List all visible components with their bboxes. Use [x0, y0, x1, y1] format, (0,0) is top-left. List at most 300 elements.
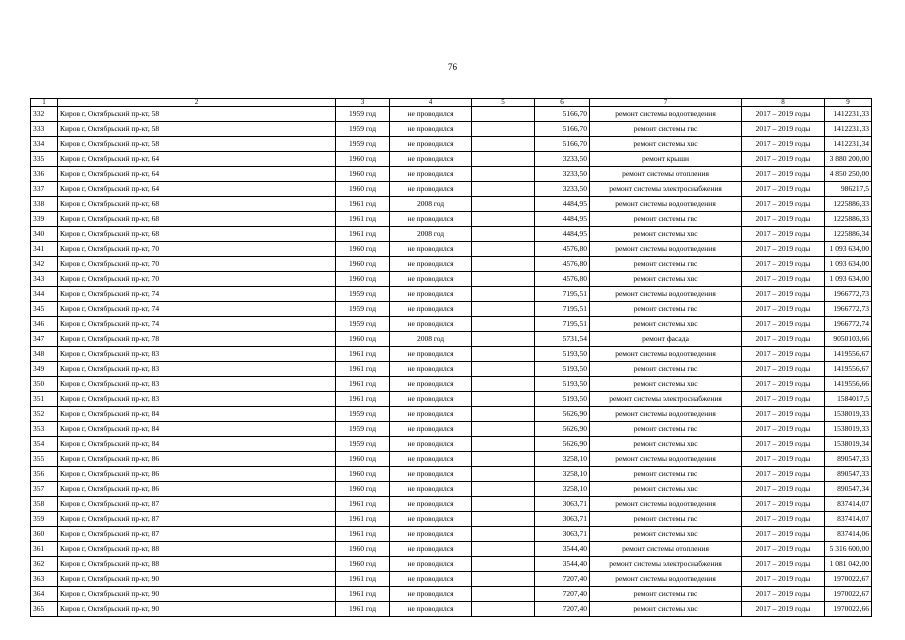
cost-cell: 9050103,66	[825, 332, 872, 347]
period-cell: 2017 – 2019 годы	[742, 422, 825, 437]
build-year-cell: 1961 год	[336, 497, 390, 512]
empty-cell	[472, 527, 535, 542]
cost-cell: 1 093 634,00	[825, 272, 872, 287]
work-type-cell: ремонт системы водоотведения	[590, 347, 742, 362]
period-cell: 2017 – 2019 годы	[742, 452, 825, 467]
address-cell: Киров г, Октябрьский пр-кт, 87	[58, 512, 336, 527]
last-repair-cell: не проводился	[390, 167, 472, 182]
last-repair-cell: не проводился	[390, 287, 472, 302]
address-cell: Киров г, Октябрьский пр-кт, 64	[58, 167, 336, 182]
table-row	[31, 182, 872, 197]
area-cell: 4576,80	[535, 242, 590, 257]
empty-cell	[472, 257, 535, 272]
row-number-cell: 362	[31, 557, 58, 572]
table-row	[31, 467, 872, 482]
table-row	[31, 527, 872, 542]
work-type-cell: ремонт системы электроснабжения	[590, 182, 742, 197]
last-repair-cell: не проводился	[390, 437, 472, 452]
address-cell: Киров г, Октябрьский пр-кт, 74	[58, 287, 336, 302]
row-number-cell: 350	[31, 377, 58, 392]
row-number-cell: 335	[31, 152, 58, 167]
cost-cell: 837414,07	[825, 497, 872, 512]
cost-cell: 890547,33	[825, 467, 872, 482]
last-repair-cell: не проводился	[390, 467, 472, 482]
empty-cell	[472, 467, 535, 482]
build-year-cell: 1960 год	[336, 182, 390, 197]
table-row	[31, 212, 872, 227]
build-year-cell: 1961 год	[336, 212, 390, 227]
table-row	[31, 422, 872, 437]
row-number-cell: 365	[31, 602, 58, 617]
period-cell: 2017 – 2019 годы	[742, 137, 825, 152]
period-cell: 2017 – 2019 годы	[742, 557, 825, 572]
table-row	[31, 482, 872, 497]
cost-cell: 1970022,66	[825, 602, 872, 617]
row-number-cell: 361	[31, 542, 58, 557]
address-cell: Киров г, Октябрьский пр-кт, 64	[58, 182, 336, 197]
address-cell: Киров г, Октябрьский пр-кт, 83	[58, 347, 336, 362]
build-year-cell: 1960 год	[336, 272, 390, 287]
build-year-cell: 1960 год	[336, 257, 390, 272]
period-cell: 2017 – 2019 годы	[742, 167, 825, 182]
empty-cell	[472, 392, 535, 407]
area-cell: 3258,10	[535, 482, 590, 497]
row-number-cell: 334	[31, 137, 58, 152]
cost-cell: 1412231,33	[825, 107, 872, 122]
address-cell: Киров г, Октябрьский пр-кт, 90	[58, 587, 336, 602]
column-header: 3	[336, 99, 390, 107]
build-year-cell: 1959 год	[336, 122, 390, 137]
build-year-cell: 1959 год	[336, 317, 390, 332]
build-year-cell: 1960 год	[336, 467, 390, 482]
row-number-cell: 342	[31, 257, 58, 272]
period-cell: 2017 – 2019 годы	[742, 242, 825, 257]
last-repair-cell: не проводился	[390, 107, 472, 122]
row-number-cell: 341	[31, 242, 58, 257]
empty-cell	[472, 497, 535, 512]
empty-cell	[472, 317, 535, 332]
repair-registry-table	[30, 98, 872, 617]
empty-cell	[472, 152, 535, 167]
row-number-cell: 359	[31, 512, 58, 527]
empty-cell	[472, 452, 535, 467]
empty-cell	[472, 107, 535, 122]
address-cell: Киров г, Октябрьский пр-кт, 64	[58, 152, 336, 167]
table-row	[31, 137, 872, 152]
row-number-cell: 354	[31, 437, 58, 452]
build-year-cell: 1961 год	[336, 527, 390, 542]
area-cell: 4484,95	[535, 197, 590, 212]
last-repair-cell: 2008 год	[390, 227, 472, 242]
work-type-cell: ремонт системы гвс	[590, 467, 742, 482]
work-type-cell: ремонт крыши	[590, 152, 742, 167]
address-cell: Киров г, Октябрьский пр-кт, 87	[58, 497, 336, 512]
empty-cell	[472, 377, 535, 392]
table-row	[31, 227, 872, 242]
cost-cell: 4 850 250,00	[825, 167, 872, 182]
work-type-cell: ремонт системы гвс	[590, 422, 742, 437]
table-row	[31, 152, 872, 167]
period-cell: 2017 – 2019 годы	[742, 302, 825, 317]
last-repair-cell: не проводился	[390, 377, 472, 392]
row-number-cell: 357	[31, 482, 58, 497]
build-year-cell: 1960 год	[336, 482, 390, 497]
table-row	[31, 347, 872, 362]
empty-cell	[472, 482, 535, 497]
empty-cell	[472, 137, 535, 152]
address-cell: Киров г, Октябрьский пр-кт, 58	[58, 137, 336, 152]
cost-cell: 837414,06	[825, 527, 872, 542]
table-row	[31, 407, 872, 422]
cost-cell: 1970022,67	[825, 572, 872, 587]
column-header: 1	[31, 99, 58, 107]
last-repair-cell: 2008 год	[390, 197, 472, 212]
cost-cell: 1966772,73	[825, 302, 872, 317]
last-repair-cell: не проводился	[390, 602, 472, 617]
address-cell: Киров г, Октябрьский пр-кт, 88	[58, 542, 336, 557]
address-cell: Киров г, Октябрьский пр-кт, 83	[58, 362, 336, 377]
row-number-cell: 347	[31, 332, 58, 347]
table-row	[31, 272, 872, 287]
period-cell: 2017 – 2019 годы	[742, 377, 825, 392]
work-type-cell: ремонт системы водоотведения	[590, 497, 742, 512]
area-cell: 5193,50	[535, 362, 590, 377]
cost-cell: 1538019,33	[825, 407, 872, 422]
row-number-cell: 343	[31, 272, 58, 287]
area-cell: 3233,50	[535, 182, 590, 197]
work-type-cell: ремонт системы хвс	[590, 482, 742, 497]
period-cell: 2017 – 2019 годы	[742, 602, 825, 617]
table-row	[31, 377, 872, 392]
row-number-cell: 340	[31, 227, 58, 242]
cost-cell: 5 316 600,00	[825, 542, 872, 557]
last-repair-cell: не проводился	[390, 572, 472, 587]
build-year-cell: 1959 год	[336, 137, 390, 152]
work-type-cell: ремонт системы хвс	[590, 137, 742, 152]
area-cell: 5626,90	[535, 437, 590, 452]
address-cell: Киров г, Октябрьский пр-кт, 83	[58, 392, 336, 407]
cost-cell: 1419556,67	[825, 362, 872, 377]
build-year-cell: 1960 год	[336, 242, 390, 257]
work-type-cell: ремонт системы гвс	[590, 122, 742, 137]
period-cell: 2017 – 2019 годы	[742, 437, 825, 452]
last-repair-cell: не проводился	[390, 212, 472, 227]
area-cell: 7195,51	[535, 317, 590, 332]
period-cell: 2017 – 2019 годы	[742, 257, 825, 272]
cost-cell: 837414,07	[825, 512, 872, 527]
row-number-cell: 333	[31, 122, 58, 137]
address-cell: Киров г, Октябрьский пр-кт, 83	[58, 377, 336, 392]
column-header: 8	[742, 99, 825, 107]
table-row	[31, 497, 872, 512]
work-type-cell: ремонт системы отопления	[590, 542, 742, 557]
period-cell: 2017 – 2019 годы	[742, 182, 825, 197]
column-header: 4	[390, 99, 472, 107]
area-cell: 5626,90	[535, 407, 590, 422]
table-row	[31, 557, 872, 572]
build-year-cell: 1961 год	[336, 362, 390, 377]
area-cell: 4576,80	[535, 257, 590, 272]
cost-cell: 1966772,74	[825, 317, 872, 332]
empty-cell	[472, 602, 535, 617]
last-repair-cell: не проводился	[390, 527, 472, 542]
area-cell: 7195,51	[535, 302, 590, 317]
build-year-cell: 1960 год	[336, 452, 390, 467]
empty-cell	[472, 227, 535, 242]
table-row	[31, 302, 872, 317]
cost-cell: 1419556,66	[825, 377, 872, 392]
empty-cell	[472, 512, 535, 527]
empty-cell	[472, 557, 535, 572]
work-type-cell: ремонт системы гвс	[590, 362, 742, 377]
area-cell: 3258,10	[535, 467, 590, 482]
area-cell: 5166,70	[535, 137, 590, 152]
column-header: 5	[472, 99, 535, 107]
work-type-cell: ремонт системы хвс	[590, 272, 742, 287]
period-cell: 2017 – 2019 годы	[742, 587, 825, 602]
row-number-cell: 355	[31, 452, 58, 467]
empty-cell	[472, 437, 535, 452]
row-number-cell: 339	[31, 212, 58, 227]
address-cell: Киров г, Октябрьский пр-кт, 90	[58, 602, 336, 617]
row-number-cell: 336	[31, 167, 58, 182]
build-year-cell: 1960 год	[336, 332, 390, 347]
work-type-cell: ремонт системы гвс	[590, 587, 742, 602]
row-number-cell: 352	[31, 407, 58, 422]
table-row	[31, 572, 872, 587]
area-cell: 4484,95	[535, 227, 590, 242]
cost-cell: 1 081 042,00	[825, 557, 872, 572]
build-year-cell: 1961 год	[336, 377, 390, 392]
last-repair-cell: не проводился	[390, 542, 472, 557]
address-cell: Киров г, Октябрьский пр-кт, 84	[58, 422, 336, 437]
address-cell: Киров г, Октябрьский пр-кт, 84	[58, 407, 336, 422]
last-repair-cell: не проводился	[390, 422, 472, 437]
empty-cell	[472, 332, 535, 347]
build-year-cell: 1961 год	[336, 227, 390, 242]
cost-cell: 1412231,33	[825, 122, 872, 137]
row-number-cell: 360	[31, 527, 58, 542]
table-row	[31, 332, 872, 347]
period-cell: 2017 – 2019 годы	[742, 107, 825, 122]
last-repair-cell: не проводился	[390, 257, 472, 272]
last-repair-cell: не проводился	[390, 347, 472, 362]
work-type-cell: ремонт системы гвс	[590, 212, 742, 227]
empty-cell	[472, 197, 535, 212]
period-cell: 2017 – 2019 годы	[742, 122, 825, 137]
table-row	[31, 437, 872, 452]
cost-cell: 1225886,33	[825, 212, 872, 227]
period-cell: 2017 – 2019 годы	[742, 347, 825, 362]
last-repair-cell: не проводился	[390, 557, 472, 572]
cost-cell: 890547,33	[825, 452, 872, 467]
work-type-cell: ремонт системы гвс	[590, 302, 742, 317]
address-cell: Киров г, Октябрьский пр-кт, 86	[58, 482, 336, 497]
row-number-cell: 337	[31, 182, 58, 197]
area-cell: 3258,10	[535, 452, 590, 467]
area-cell: 7207,40	[535, 572, 590, 587]
period-cell: 2017 – 2019 годы	[742, 392, 825, 407]
work-type-cell: ремонт системы хвс	[590, 317, 742, 332]
area-cell: 3063,71	[535, 527, 590, 542]
build-year-cell: 1961 год	[336, 602, 390, 617]
empty-cell	[472, 347, 535, 362]
period-cell: 2017 – 2019 годы	[742, 287, 825, 302]
last-repair-cell: не проводился	[390, 272, 472, 287]
empty-cell	[472, 287, 535, 302]
build-year-cell: 1961 год	[336, 512, 390, 527]
address-cell: Киров г, Октябрьский пр-кт, 90	[58, 572, 336, 587]
empty-cell	[472, 167, 535, 182]
work-type-cell: ремонт системы водоотведения	[590, 407, 742, 422]
row-number-cell: 344	[31, 287, 58, 302]
work-type-cell: ремонт системы водоотведения	[590, 452, 742, 467]
area-cell: 7207,40	[535, 602, 590, 617]
empty-cell	[472, 587, 535, 602]
work-type-cell: ремонт системы водоотведения	[590, 197, 742, 212]
empty-cell	[472, 122, 535, 137]
row-number-cell: 345	[31, 302, 58, 317]
period-cell: 2017 – 2019 годы	[742, 272, 825, 287]
empty-cell	[472, 542, 535, 557]
period-cell: 2017 – 2019 годы	[742, 512, 825, 527]
table-row	[31, 122, 872, 137]
build-year-cell: 1961 год	[336, 197, 390, 212]
table-row	[31, 107, 872, 122]
table-row	[31, 317, 872, 332]
table-row	[31, 452, 872, 467]
table-row	[31, 197, 872, 212]
area-cell: 4484,95	[535, 212, 590, 227]
period-cell: 2017 – 2019 годы	[742, 497, 825, 512]
column-header: 9	[825, 99, 872, 107]
address-cell: Киров г, Октябрьский пр-кт, 68	[58, 197, 336, 212]
period-cell: 2017 – 2019 годы	[742, 362, 825, 377]
build-year-cell: 1959 год	[336, 407, 390, 422]
work-type-cell: ремонт системы электроснабжения	[590, 392, 742, 407]
work-type-cell: ремонт фасада	[590, 332, 742, 347]
address-cell: Киров г, Октябрьский пр-кт, 87	[58, 527, 336, 542]
area-cell: 3233,50	[535, 167, 590, 182]
build-year-cell: 1961 год	[336, 587, 390, 602]
empty-cell	[472, 242, 535, 257]
address-cell: Киров г, Октябрьский пр-кт, 68	[58, 227, 336, 242]
period-cell: 2017 – 2019 годы	[742, 527, 825, 542]
last-repair-cell: не проводился	[390, 362, 472, 377]
empty-cell	[472, 422, 535, 437]
table-row	[31, 512, 872, 527]
table-row	[31, 362, 872, 377]
address-cell: Киров г, Октябрьский пр-кт, 74	[58, 317, 336, 332]
cost-cell: 1225886,33	[825, 197, 872, 212]
address-cell: Киров г, Октябрьский пр-кт, 58	[58, 122, 336, 137]
cost-cell: 1538019,33	[825, 422, 872, 437]
address-cell: Киров г, Октябрьский пр-кт, 78	[58, 332, 336, 347]
page-number: 76	[448, 62, 457, 72]
period-cell: 2017 – 2019 годы	[742, 227, 825, 242]
empty-cell	[472, 407, 535, 422]
period-cell: 2017 – 2019 годы	[742, 572, 825, 587]
cost-cell: 1 093 634,00	[825, 257, 872, 272]
build-year-cell: 1960 год	[336, 152, 390, 167]
last-repair-cell: не проводился	[390, 497, 472, 512]
work-type-cell: ремонт системы отопления	[590, 167, 742, 182]
column-header: 7	[590, 99, 742, 107]
build-year-cell: 1959 год	[336, 302, 390, 317]
empty-cell	[472, 362, 535, 377]
area-cell: 5193,50	[535, 392, 590, 407]
area-cell: 5166,70	[535, 122, 590, 137]
period-cell: 2017 – 2019 годы	[742, 332, 825, 347]
work-type-cell: ремонт системы хвс	[590, 602, 742, 617]
empty-cell	[472, 272, 535, 287]
row-number-cell: 358	[31, 497, 58, 512]
period-cell: 2017 – 2019 годы	[742, 212, 825, 227]
last-repair-cell: не проводился	[390, 392, 472, 407]
row-number-cell: 332	[31, 107, 58, 122]
table-row	[31, 287, 872, 302]
area-cell: 5626,90	[535, 422, 590, 437]
address-cell: Киров г, Октябрьский пр-кт, 74	[58, 302, 336, 317]
last-repair-cell: не проводился	[390, 122, 472, 137]
row-number-cell: 353	[31, 422, 58, 437]
work-type-cell: ремонт системы хвс	[590, 527, 742, 542]
column-header: 6	[535, 99, 590, 107]
empty-cell	[472, 302, 535, 317]
area-cell: 3063,71	[535, 512, 590, 527]
work-type-cell: ремонт системы водоотведения	[590, 242, 742, 257]
table-row	[31, 167, 872, 182]
table-row	[31, 542, 872, 557]
last-repair-cell: не проводился	[390, 182, 472, 197]
build-year-cell: 1961 год	[336, 572, 390, 587]
cost-cell: 1966772,73	[825, 287, 872, 302]
area-cell: 4576,80	[535, 272, 590, 287]
build-year-cell: 1959 год	[336, 422, 390, 437]
cost-cell: 1538019,34	[825, 437, 872, 452]
work-type-cell: ремонт системы хвс	[590, 437, 742, 452]
work-type-cell: ремонт системы водоотведения	[590, 107, 742, 122]
row-number-cell: 346	[31, 317, 58, 332]
last-repair-cell: 2008 год	[390, 332, 472, 347]
build-year-cell: 1959 год	[336, 437, 390, 452]
period-cell: 2017 – 2019 годы	[742, 197, 825, 212]
address-cell: Киров г, Октябрьский пр-кт, 84	[58, 437, 336, 452]
period-cell: 2017 – 2019 годы	[742, 467, 825, 482]
cost-cell: 986217,5	[825, 182, 872, 197]
row-number-cell: 351	[31, 392, 58, 407]
area-cell: 3233,50	[535, 152, 590, 167]
cost-cell: 890547,34	[825, 482, 872, 497]
cost-cell: 1225886,34	[825, 227, 872, 242]
table-row	[31, 257, 872, 272]
last-repair-cell: не проводился	[390, 587, 472, 602]
empty-cell	[472, 182, 535, 197]
last-repair-cell: не проводился	[390, 317, 472, 332]
table-row	[31, 587, 872, 602]
build-year-cell: 1961 год	[336, 392, 390, 407]
work-type-cell: ремонт системы водоотведения	[590, 287, 742, 302]
last-repair-cell: не проводился	[390, 242, 472, 257]
area-cell: 5193,50	[535, 347, 590, 362]
work-type-cell: ремонт системы электроснабжения	[590, 557, 742, 572]
row-number-cell: 363	[31, 572, 58, 587]
cost-cell: 1970022,67	[825, 587, 872, 602]
table-row	[31, 242, 872, 257]
row-number-cell: 356	[31, 467, 58, 482]
area-cell: 7195,51	[535, 287, 590, 302]
column-header: 2	[58, 99, 336, 107]
